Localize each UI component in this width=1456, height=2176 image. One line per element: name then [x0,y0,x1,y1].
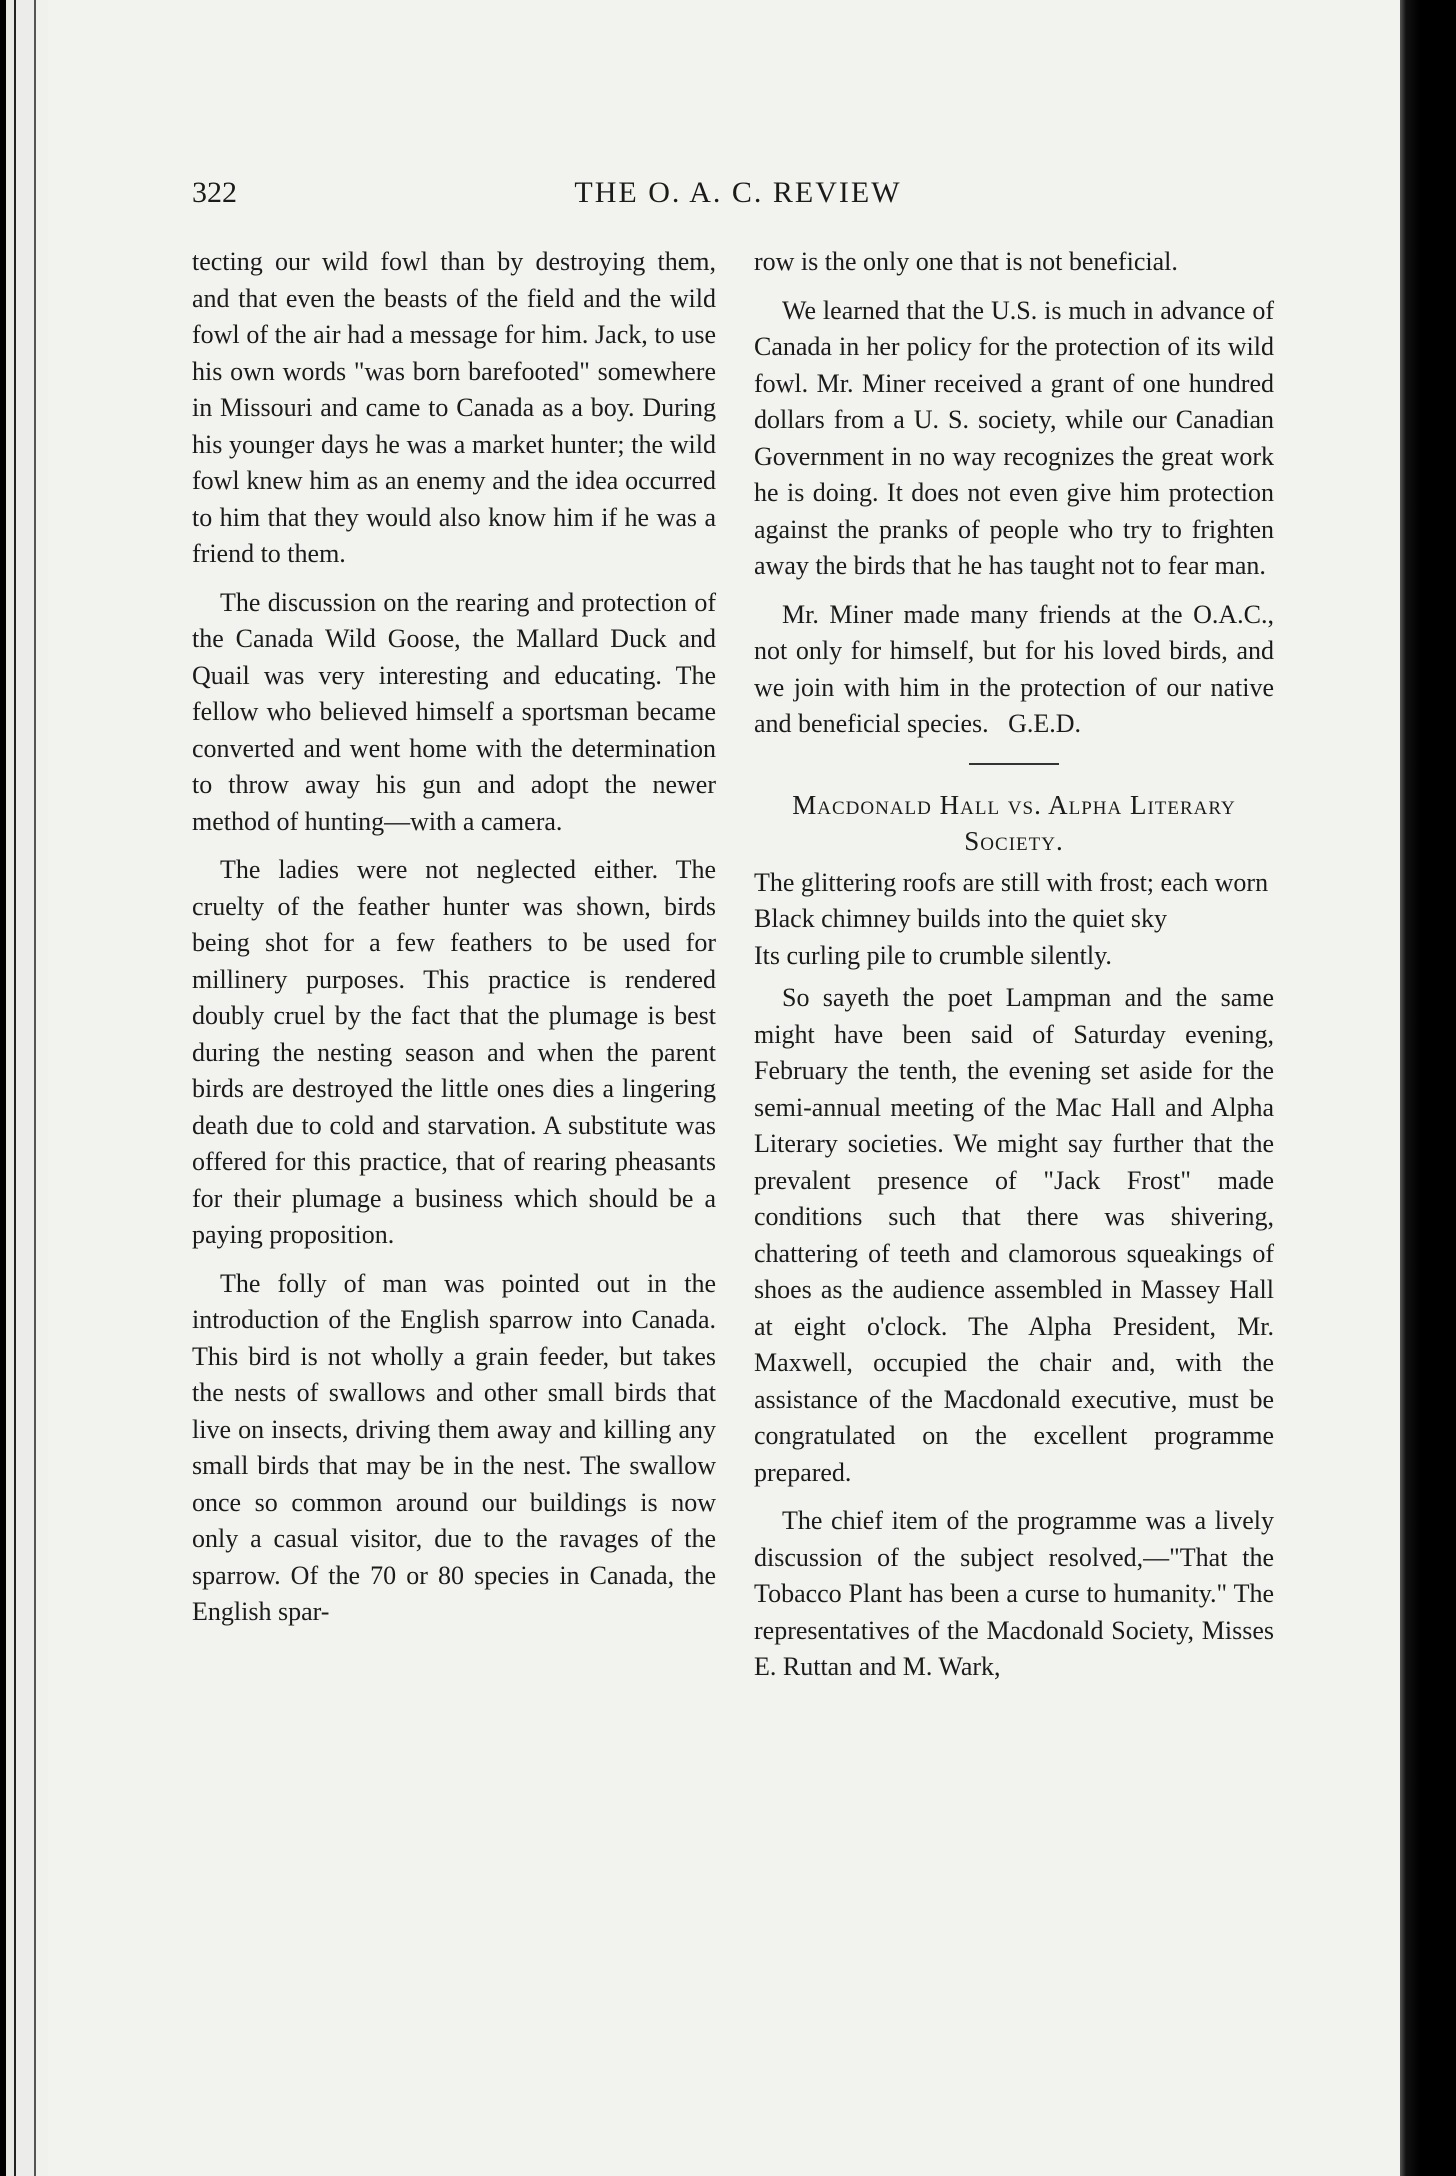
right-column [754,244,1274,1698]
section-title: Macdonald Hall vs. Alpha Literary Society. [792,789,1236,856]
paragraph [754,597,1274,743]
author-signature: G.E.D. [1008,709,1082,738]
section-divider [969,763,1059,765]
verse-line: Its curling pile to crumble silently. [754,940,1112,970]
running-head: THE O. A. C. REVIEW [574,176,902,209]
scan-border-right [1400,0,1456,2176]
paragraph: row is the only one that is not beneficial. [754,247,1178,276]
paragraph: So sayeth the poet Lampman and the same might have been said of Saturday evening, February the tenth, the evening set aside for the semi-annual meeting of the Mac Hall and Alpha Literary societies. We might say further that the prevalent presence of "Jack Frost" made conditions such that there was shivering, chattering of teeth and clamorous squeakings of shoes as the audience assembled in Massey Hall at eight o'clock. The Alpha President, Mr. Maxwell, occupied the chair and, with the assistance of the Macdonald executive, must be congratulated on the excellent programme prepared. [754,983,1274,1487]
verse-quote [754,865,1274,975]
page-number: 322 [192,176,237,209]
paragraph: We learned that the U.S. is much in advance of Canada in her policy for the protection of its wild fowl. Mr. Miner received a grant of one hundred dollars from a U. S. society, while our Canadian Government in no way recognizes the great work he is doing. It does not even give him protection against the pranks of people who try to frighten away the birds that he has taught not to fear man. [754,295,1274,580]
left-column [192,244,716,1643]
page-gutter-edge [0,0,48,2176]
paragraph: The chief item of the programme was a lively discussion of the subject resolved,—"That the Tobacco Plant has been a curse to humanity." The representatives of the Macdonald Society, Misses E. Ruttan and M. Wark, [754,1506,1274,1681]
paragraph: tecting our wild fowl than by destroying them, and that even the beasts of the field and the wild fowl of the air had a message for him. Jack, to use his own words "was born barefooted" somewhere in Missouri and came to Canada as a boy. During his younger days he was a market hunter; the wild fowl knew him as an enemy and the idea occurred to him that they would also know him if he was a friend to them. [192,247,716,568]
page-header [192,176,1284,226]
paragraph: The folly of man was pointed out in the introduction of the English sparrow into Canada. This bird is not wholly a grain feeder, but takes the nests of swallows and other small birds that live on insects, driving them away and killing any small birds that may be in the nest. The swallow once so common around our buildings is now only a casual visitor, due to the ravages of the sparrow. Of the 70 or 80 species in Canada, the English spar- [192,1268,716,1626]
paragraph: The discussion on the rearing and protection of the Canada Wild Goose, the Mallard Duck and Quail was very interesting and educating. The fellow who believed himself a sportsman became converted and went home with the determination to throw away his gun and adopt the newer method of hunting—with a camera. [192,587,716,836]
verse-line: Black chimney builds into the quiet sky [754,904,1168,933]
paragraph: The ladies were not neglected either. The cruelty of the feather hunter was shown, birds being shot for a few feathers to be used for millinery purposes. This practice is rendered doubly cruel by the fact that the plumage is best during the nesting season and when the parent birds are destroyed the little ones dies a lingering death due to cold and starvation. A substitute was offered for this practice, that of rearing pheasants for their plumage a business which should be a paying proposition. [192,855,716,1249]
paragraph-text: Mr. Miner made many friends at the O.A.C., not only for himself, but for his loved birds, and we join with him in the protection of our native and beneficial species. [754,599,1274,738]
verse-line: The glittering roofs are still with frost; each worn [754,867,1269,897]
